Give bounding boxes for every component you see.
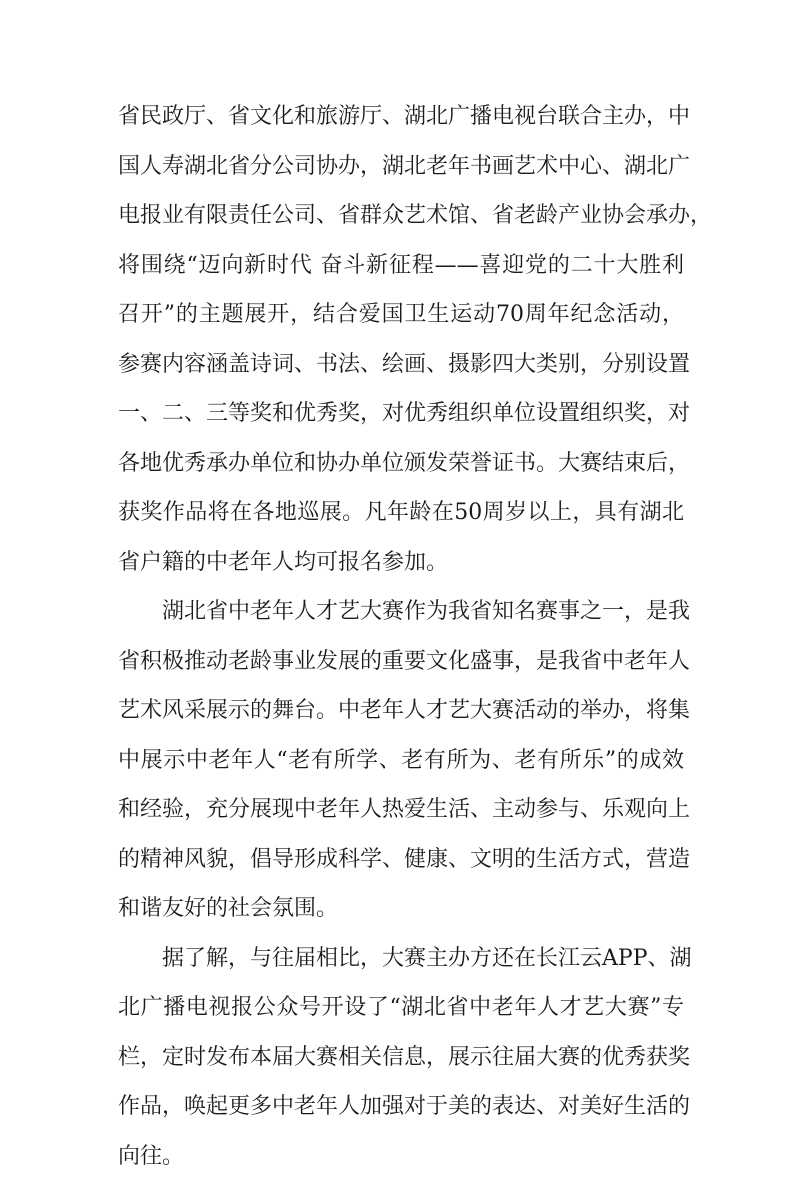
document-body xyxy=(118,92,684,1181)
paragraph-line: 北广播电视报公众号开设了“湖北省中老年人才艺大赛”专 xyxy=(118,983,684,1033)
paragraph-line: 参赛内容涵盖诗词、书法、绘画、摄影四大类别，分别设置 xyxy=(118,340,684,390)
paragraph-line: 将围绕“迈向新时代 奋斗新征程——喜迎党的二十大胜利 xyxy=(118,241,684,291)
paragraph-line: 湖北省中老年人才艺大赛作为我省知名赛事之一，是我 xyxy=(118,587,684,637)
paragraph-line: 召开”的主题展开，结合爱国卫生运动70周年纪念活动， xyxy=(118,290,684,340)
paragraph-line: 一、二、三等奖和优秀奖，对优秀组织单位设置组织奖，对 xyxy=(118,389,684,439)
paragraph-line: 各地优秀承办单位和协办单位颁发荣誉证书。大赛结束后， xyxy=(118,439,684,489)
paragraph-3 xyxy=(118,934,684,1181)
paragraph-line: 省积极推动老龄事业发展的重要文化盛事，是我省中老年人 xyxy=(118,637,684,687)
paragraph-line: 省户籍的中老年人均可报名参加。 xyxy=(118,538,684,588)
paragraph-line: 和谐友好的社会氛围。 xyxy=(118,884,684,934)
paragraph-line: 获奖作品将在各地巡展。凡年龄在50周岁以上，具有湖北 xyxy=(118,488,684,538)
paragraph-line: 电报业有限责任公司、省群众艺术馆、省老龄产业协会承办， xyxy=(118,191,684,241)
paragraph-line: 和经验，充分展现中老年人热爱生活、主动参与、乐观向上 xyxy=(118,785,684,835)
paragraph-2 xyxy=(118,587,684,934)
paragraph-line: 栏，定时发布本届大赛相关信息，展示往届大赛的优秀获奖 xyxy=(118,1033,684,1083)
paragraph-line: 作品，唤起更多中老年人加强对于美的表达、对美好生活的 xyxy=(118,1082,684,1132)
paragraph-line: 的精神风貌，倡导形成科学、健康、文明的生活方式，营造 xyxy=(118,835,684,885)
paragraph-1 xyxy=(118,92,684,587)
paragraph-line: 据了解，与往届相比，大赛主办方还在长江云APP、湖 xyxy=(118,934,684,984)
paragraph-line: 艺术风采展示的舞台。中老年人才艺大赛活动的举办，将集 xyxy=(118,686,684,736)
paragraph-line: 中展示中老年人“老有所学、老有所为、老有所乐”的成效 xyxy=(118,736,684,786)
paragraph-line: 国人寿湖北省分公司协办，湖北老年书画艺术中心、湖北广 xyxy=(118,142,684,192)
paragraph-line: 向往。 xyxy=(118,1132,684,1181)
paragraph-line: 省民政厅、省文化和旅游厅、湖北广播电视台联合主办，中 xyxy=(118,92,684,142)
